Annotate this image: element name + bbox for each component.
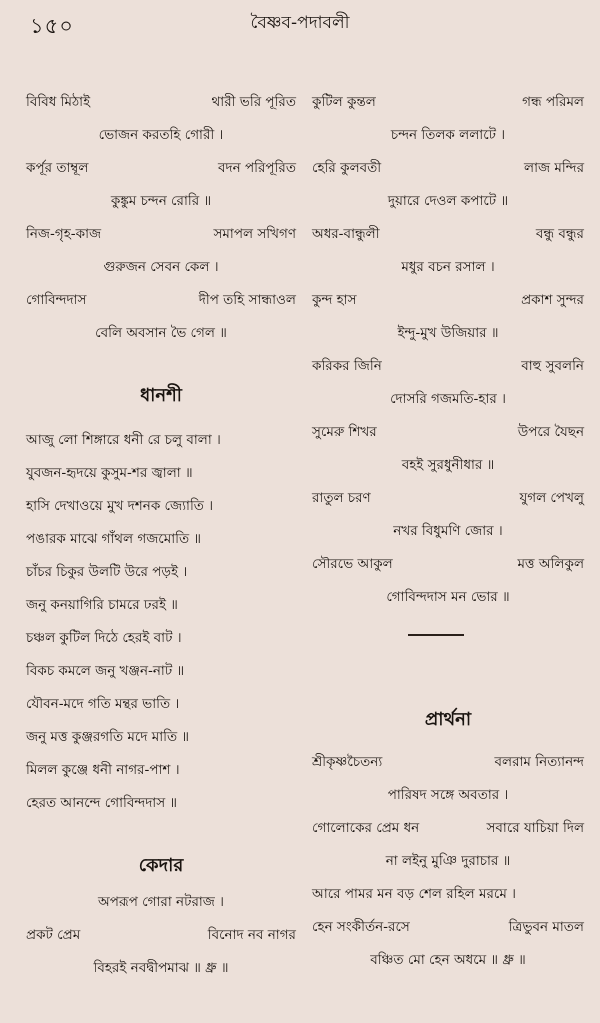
verse-part: দোসরি গজমতি-হার । (390, 391, 506, 407)
verse-part: নিজ-গৃহ-কাজ (26, 226, 102, 242)
verse-part: বাহু সুবলনি (521, 358, 584, 374)
verse-part: রাতুল চরণ (312, 490, 371, 506)
verse-line (312, 911, 584, 944)
verse-line (312, 218, 584, 251)
section-heading-kedar: কেদার (138, 855, 184, 876)
verse-line (312, 779, 584, 812)
verse-line: জনু মত্ত কুঞ্জরগতি মদে মাতি ॥ (26, 729, 190, 745)
verse-part: বেলি অবসান ভৈ গেল ॥ (95, 325, 227, 341)
verse-line (312, 812, 584, 845)
verse-part: গন্ধ পরিমল (522, 94, 584, 110)
section-heading-prarthana: প্রার্থনা (424, 709, 472, 730)
verse-part: যুগল পেখলু (519, 490, 584, 506)
verse-line (26, 119, 296, 152)
verse-line (312, 944, 584, 977)
verse-part: না লইনু মুঞি দুরাচার ॥ (385, 853, 511, 869)
verse-part: বিনোদ নব নাগর (207, 927, 296, 943)
right-column (312, 86, 584, 977)
verse-line (26, 284, 296, 317)
verse-part: কুটিল কুন্তল (312, 94, 376, 110)
verse-line: জনু কনয়াগিরি চামরে ঢরই ॥ (26, 597, 178, 613)
verse-part: গোবিন্দদাস (26, 292, 87, 308)
verse-part: আরে পামর মন বড় শেল রহিল মরমে । (312, 886, 516, 902)
verse-line: চাঁচর চিকুর উলটি উরে পড়ই । (26, 564, 188, 580)
verse-line (312, 284, 584, 317)
verse-part: দীপ তহি সান্ধাওল (198, 292, 296, 308)
verse-part: থারী ভরি পূরিত (211, 94, 296, 110)
verse-line (26, 886, 296, 919)
verse-part: বন্ধু বন্ধুর (535, 226, 584, 242)
verse-part: হেন সংকীর্তন-রসে (312, 919, 410, 935)
verse-part: হেরি কুলবতী (312, 160, 382, 176)
verse-part: বিহরই নবদ্বীপমাঝ ॥ ধ্রু ॥ (93, 960, 229, 976)
verse-line (312, 482, 584, 515)
verse-line (312, 746, 584, 779)
verse-line (312, 185, 584, 218)
verse-line (26, 152, 296, 185)
verse-line: চঞ্চল কুটিল দিঠে হেরই বাট । (26, 630, 182, 646)
verse-line (26, 952, 296, 985)
verse-part: গুরুজন সেবন কেল । (103, 259, 219, 275)
verse-part: কুঙ্কুম চন্দন রোরি ॥ (110, 193, 212, 209)
verse-part: বহই সুরধুনীধার ॥ (401, 457, 495, 473)
verse-line (26, 218, 296, 251)
verse-line (26, 317, 296, 350)
verse-part: বঞ্চিত মো হেন অধমে ॥ ধ্রু ॥ (370, 952, 526, 968)
verse-line (312, 515, 584, 548)
left-column (26, 86, 296, 985)
verse-part: অধর-বান্ধুলী (312, 226, 380, 242)
verse-part: গোলোকের প্রেম ধন (312, 820, 420, 836)
section-heading-dhanashi: ধানশী (140, 385, 182, 406)
verse-line (312, 251, 584, 284)
verse-line (312, 845, 584, 878)
verse-line: হাসি দেখাওয়ে মুখ দশনক জ্যোতি । (26, 498, 214, 514)
verse-part: মত্ত অলিকুল (517, 556, 584, 572)
verse-line (312, 383, 584, 416)
verse-part: করিকর জিনি (312, 358, 382, 374)
section-divider (408, 634, 464, 636)
verse-line (312, 878, 584, 911)
verse-line (26, 251, 296, 284)
verse-part: প্রকাশ সুন্দর (521, 292, 584, 308)
verse-part: অপরূপ গোরা নটরাজ । (98, 894, 224, 910)
verse-line (312, 317, 584, 350)
verse-part: বদন পরিপূরিত (218, 160, 296, 176)
verse-part: কুন্দ হাস (312, 292, 357, 308)
verse-line: যুবজন-হৃদয়ে কুসুম-শর জ্বালা ॥ (26, 465, 193, 481)
verse-part: বিবিধ মিঠাই (26, 94, 91, 110)
verse-part: সবারে যাচিয়া দিল (486, 820, 584, 836)
verse-line (26, 185, 296, 218)
verse-part: লাজ মন্দির (524, 160, 584, 176)
verse-line: যৌবন-মদে গতি মন্থর ভাতি । (26, 696, 180, 712)
verse-part: সৌরভে আকুল (312, 556, 393, 572)
verse-line: বিকচ কমলে জনু খঞ্জন-নাট ॥ (26, 663, 185, 679)
verse-line (26, 86, 296, 119)
verse-part: ইন্দু-মুখ উজিয়ার ॥ (397, 325, 499, 341)
verse-part: উপরে যৈছন (517, 424, 584, 440)
verse-line: হেরত আনন্দে গোবিন্দদাস ॥ (26, 795, 178, 811)
verse-part: দুয়ারে দেওল কপাটে ॥ (387, 193, 509, 209)
verse-part: বলরাম নিত্যানন্দ (494, 754, 584, 770)
verse-part: কর্পূর তাম্বূল (26, 160, 89, 176)
page-header (0, 0, 600, 40)
verse-line (312, 416, 584, 449)
verse-line: পঙারক মাঝে গাঁথল গজমোতি ॥ (26, 531, 202, 547)
verse-line: আজু লো শিঙ্গারে ধনী রে চলু বালা । (26, 432, 221, 448)
verse-part: শ্রীকৃষ্ণচৈতন্য (312, 754, 383, 770)
running-title: বৈষ্ণব-পদাবলী (250, 13, 350, 33)
verse-part: সমাপল সখিগণ (213, 226, 296, 242)
verse-line (312, 350, 584, 383)
verse-part: গোবিন্দদাস মন ভোর ॥ (386, 589, 510, 605)
verse-line: মিলল কুঞ্জে ধনী নাগর-পাশ । (26, 762, 180, 778)
verse-line (312, 581, 584, 614)
verse-part: মধুর বচন রসাল । (401, 259, 495, 275)
verse-line (312, 548, 584, 581)
verse-part: প্রকট প্রেম (26, 927, 81, 943)
verse-line (312, 86, 584, 119)
verse-line (312, 119, 584, 152)
verse-line (312, 152, 584, 185)
verse-part: নখর বিধুমণি জোর । (393, 523, 503, 539)
page-number: ১৫০ (30, 14, 74, 38)
verse-part: সুমেরু শিখর (312, 424, 377, 440)
verse-part: ভোজন করতহি গোরী । (98, 127, 224, 143)
verse-part: চন্দন তিলক ললাটে । (390, 127, 506, 143)
verse-line (26, 919, 296, 952)
verse-part: পারিষদ সঙ্গে অবতার । (387, 787, 509, 803)
verse-part: ত্রিভুবন মাতল (508, 919, 584, 935)
verse-line (312, 449, 584, 482)
